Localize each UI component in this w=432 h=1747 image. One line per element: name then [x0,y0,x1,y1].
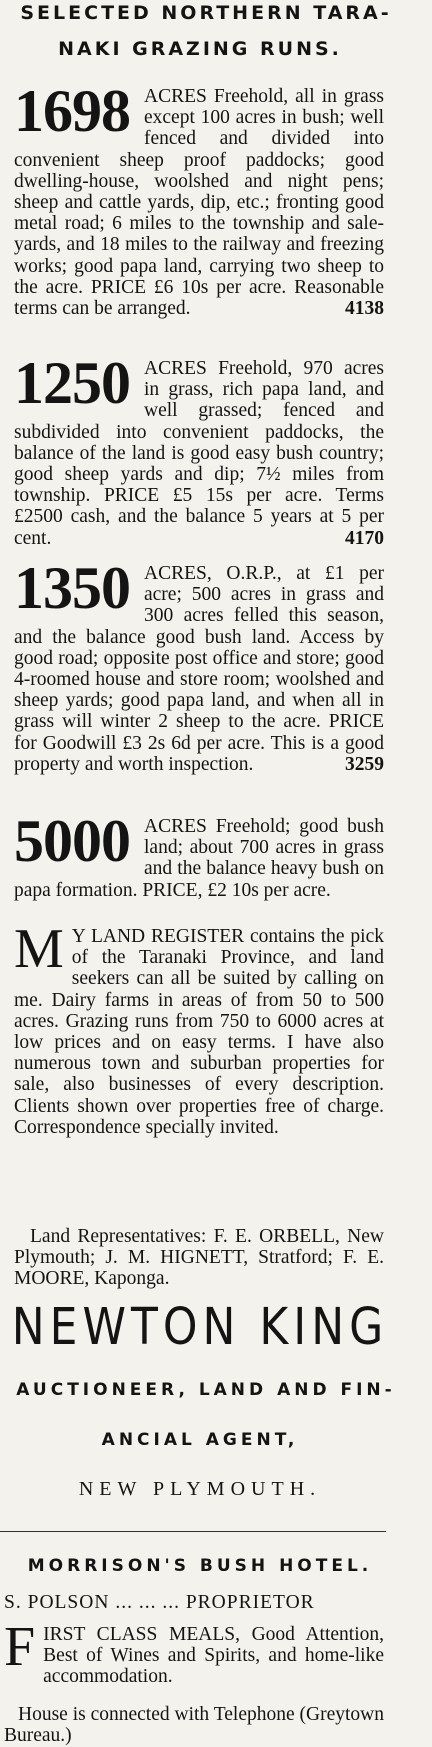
hotel-telephone: House is connected with Telephone (Greytown Bureau.) [4,1704,384,1747]
register-text: Y LAND REGISTER contains the pick of the Taranaki Province, and land seekers can all be suited by calling on me. Dairy farms in areas of from 50 to 500 acres. Grazing runs from 750 to 6000 acres at low prices and on easy terms. I have also numerous town and suburban properties for sale, also businesses of every description. Clients shown over properties free of charge. Correspondence specially invited. [14,926,384,1138]
listing-acres-figure: 1698 [14,78,130,144]
listing-text: ACRES Freehold, all in grass except 100 acres in bush; well fenced and divided into convenient sheep proof paddocks; good dwelling-house, woolshed and night pens; sheep and cattle yards, dip, etc.; fronting good metal road; 6 miles to the township and sale-yards, and 18 miles to the railway and freezing works; good papa land, carrying two sheep to the acre. PRICE £6 10s per acre. Reasonable terms can be arranged. [14,86,384,320]
land-register-notice [14,918,384,1138]
header-line-2: NAKI GRAZING RUNS. [58,38,342,60]
hotel-description [4,1616,384,1688]
advertiser-name: NEWTON KING [11,1298,389,1357]
listing-acres-figure: 1350 [14,555,130,621]
listing-acres-figure: 1250 [14,350,130,416]
hotel-proprietor: S. POLSON ... ... ... PROPRIETOR [4,1592,315,1613]
listing-acres-figure: 5000 [14,808,130,874]
drop-cap-m: M [14,918,64,980]
listing-5000 [14,808,384,901]
hotel-text: IRST CLASS MEALS, Good Attention, Best of Wines and Spirits, and home-like accommodation. [43,1624,384,1688]
advertiser-town: NEW PLYMOUTH. [78,1478,322,1500]
listing-text: ACRES, O.R.P., at £1 per acre; 500 acres in grass and 300 acres felled this season, and the balance good bush land. Access by good road; opposite post office and store; good 4-roomed house and store room; woolshed and sheep yards; good papa land, and when all in grass will winter 2 sheep to the acre. PRICE for Goodwill £3 2s 6d per acre. This is a good property and worth inspection. [14,563,384,775]
listing-code: 4138 [345,298,384,320]
hotel-title: MORRISON'S BUSH HOTEL. [27,1556,373,1576]
listing-1250 [14,350,384,549]
listing-code: 4170 [345,527,384,549]
listing-text: ACRES Freehold, 970 acres in grass, rich papa land, and well grassed; fenced and subdivided into convenient paddocks, the balance of the land is good easy bush country; good sheep yards and dip; 7½ miles from township. PRICE £5 15s per acre. Terms £2500 cash, and the balance 5 years at 5 per cent. [14,358,384,549]
header-line-1: SELECTED NORTHERN TARA- [20,2,392,24]
listing-1698 [14,78,384,320]
land-representatives: Land Representatives: F. E. ORBELL, New Plymouth; J. M. HIGNETT, Stratford; F. E. MOORE, Kaponga. [14,1226,384,1290]
listing-1350 [14,555,384,775]
divider-rule [0,1531,386,1532]
advertiser-line-1: AUCTIONEER, LAND AND FIN- [16,1380,396,1400]
listing-text: ACRES Freehold; good bush land; about 700 acres in grass and the balance heavy bush on papa formation. PRICE, £2 10s per acre. [14,816,384,901]
drop-cap-f: F [4,1616,36,1678]
listing-code: 3259 [345,753,384,775]
advertiser-line-2: ANCIAL AGENT, [101,1430,299,1450]
